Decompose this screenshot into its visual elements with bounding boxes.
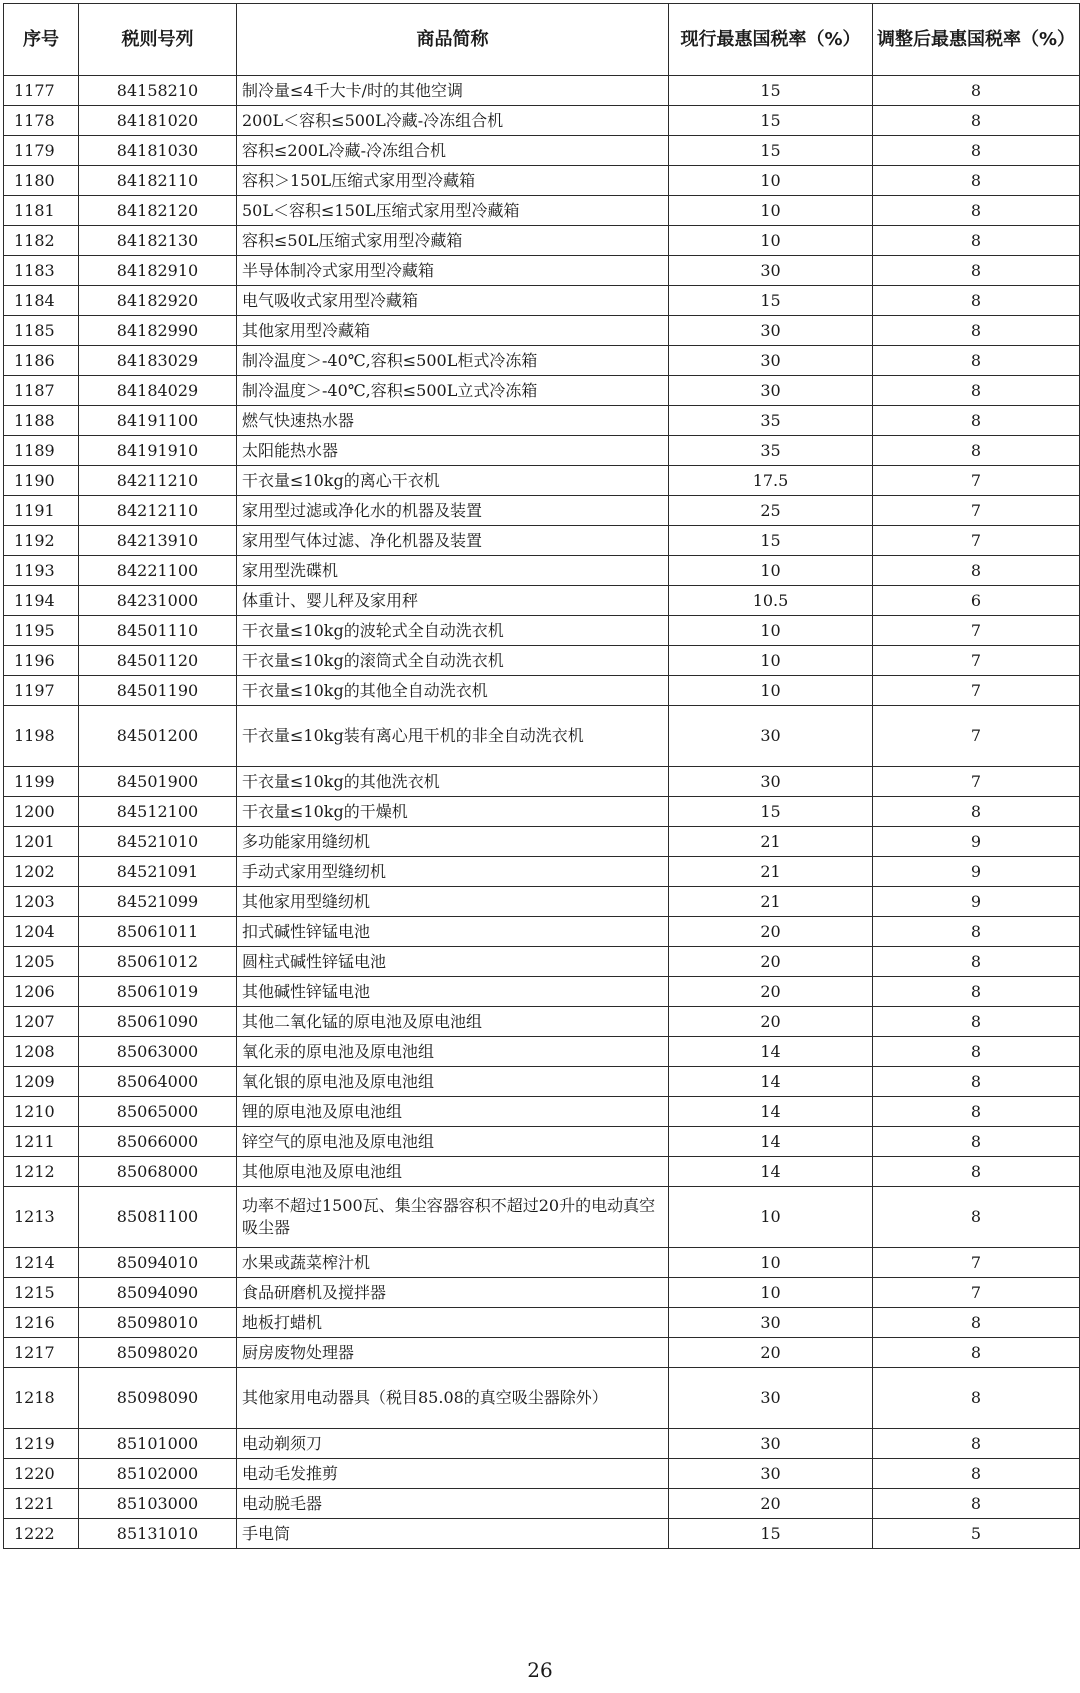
table-row xyxy=(4,406,1080,436)
cell-seq: 1195 xyxy=(4,616,79,646)
cell-seq: 1184 xyxy=(4,286,79,316)
cell-seq: 1218 xyxy=(4,1368,79,1429)
cell-tariff-code: 85061012 xyxy=(79,947,237,977)
cell-product-name: 容积≤50L压缩式家用型冷藏箱 xyxy=(237,226,669,256)
table-row xyxy=(4,857,1080,887)
cell-tariff-code: 85068000 xyxy=(79,1157,237,1187)
cell-tariff-code: 84211210 xyxy=(79,466,237,496)
cell-seq: 1177 xyxy=(4,76,79,106)
table-row xyxy=(4,556,1080,586)
table-row xyxy=(4,526,1080,556)
cell-current-rate: 15 xyxy=(669,526,873,556)
cell-product-name: 其他家用型冷藏箱 xyxy=(237,316,669,346)
cell-adjusted-rate: 8 xyxy=(873,1007,1080,1037)
cell-product-name: 制冷温度＞-40℃,容积≤500L立式冷冻箱 xyxy=(237,376,669,406)
cell-product-name: 水果或蔬菜榨汁机 xyxy=(237,1248,669,1278)
table-row xyxy=(4,947,1080,977)
cell-adjusted-rate: 8 xyxy=(873,1489,1080,1519)
cell-product-name: 圆柱式碱性锌锰电池 xyxy=(237,947,669,977)
cell-product-name: 干衣量≤10kg装有离心甩干机的非全自动洗衣机 xyxy=(237,706,669,767)
cell-seq: 1194 xyxy=(4,586,79,616)
cell-current-rate: 15 xyxy=(669,76,873,106)
cell-current-rate: 30 xyxy=(669,706,873,767)
cell-tariff-code: 84191910 xyxy=(79,436,237,466)
cell-product-name: 其他家用型缝纫机 xyxy=(237,887,669,917)
table-row xyxy=(4,887,1080,917)
table-row xyxy=(4,616,1080,646)
cell-product-name: 氧化汞的原电池及原电池组 xyxy=(237,1037,669,1067)
cell-seq: 1197 xyxy=(4,676,79,706)
cell-seq: 1199 xyxy=(4,767,79,797)
cell-product-name: 其他碱性锌锰电池 xyxy=(237,977,669,1007)
table-row xyxy=(4,136,1080,166)
cell-current-rate: 14 xyxy=(669,1037,873,1067)
cell-current-rate: 30 xyxy=(669,256,873,286)
cell-tariff-code: 84183029 xyxy=(79,346,237,376)
cell-current-rate: 20 xyxy=(669,1489,873,1519)
cell-seq: 1209 xyxy=(4,1067,79,1097)
cell-product-name: 家用型洗碟机 xyxy=(237,556,669,586)
table-row xyxy=(4,1278,1080,1308)
cell-tariff-code: 85061090 xyxy=(79,1007,237,1037)
cell-seq: 1193 xyxy=(4,556,79,586)
cell-seq: 1219 xyxy=(4,1429,79,1459)
cell-adjusted-rate: 8 xyxy=(873,977,1080,1007)
table-row xyxy=(4,76,1080,106)
page-number: 26 xyxy=(527,1658,553,1682)
table-row xyxy=(4,706,1080,767)
cell-seq: 1181 xyxy=(4,196,79,226)
cell-tariff-code: 85098090 xyxy=(79,1368,237,1429)
cell-adjusted-rate: 8 xyxy=(873,1429,1080,1459)
cell-seq: 1203 xyxy=(4,887,79,917)
cell-product-name: 200L＜容积≤500L冷藏-冷冻组合机 xyxy=(237,106,669,136)
cell-adjusted-rate: 8 xyxy=(873,166,1080,196)
table-row xyxy=(4,1338,1080,1368)
cell-tariff-code: 84182990 xyxy=(79,316,237,346)
cell-adjusted-rate: 8 xyxy=(873,286,1080,316)
cell-adjusted-rate: 8 xyxy=(873,106,1080,136)
cell-product-name: 干衣量≤10kg的其他洗衣机 xyxy=(237,767,669,797)
cell-seq: 1208 xyxy=(4,1037,79,1067)
cell-seq: 1189 xyxy=(4,436,79,466)
header-tariff-code: 税则号列 xyxy=(79,4,237,76)
cell-current-rate: 15 xyxy=(669,1519,873,1549)
cell-seq: 1212 xyxy=(4,1157,79,1187)
cell-product-name: 锂的原电池及原电池组 xyxy=(237,1097,669,1127)
cell-current-rate: 10 xyxy=(669,1248,873,1278)
header-row xyxy=(4,4,1080,76)
cell-seq: 1180 xyxy=(4,166,79,196)
header-product-name: 商品简称 xyxy=(237,4,669,76)
cell-seq: 1207 xyxy=(4,1007,79,1037)
cell-adjusted-rate: 8 xyxy=(873,1037,1080,1067)
cell-tariff-code: 85098010 xyxy=(79,1308,237,1338)
cell-product-name: 半导体制冷式家用型冷藏箱 xyxy=(237,256,669,286)
cell-current-rate: 14 xyxy=(669,1067,873,1097)
cell-tariff-code: 84182920 xyxy=(79,286,237,316)
cell-tariff-code: 84191100 xyxy=(79,406,237,436)
table-row xyxy=(4,1489,1080,1519)
cell-tariff-code: 84501190 xyxy=(79,676,237,706)
table-row xyxy=(4,196,1080,226)
table-row xyxy=(4,316,1080,346)
cell-current-rate: 20 xyxy=(669,977,873,1007)
cell-product-name: 家用型气体过滤、净化机器及装置 xyxy=(237,526,669,556)
cell-adjusted-rate: 8 xyxy=(873,76,1080,106)
cell-current-rate: 10 xyxy=(669,676,873,706)
table-row xyxy=(4,797,1080,827)
table-row xyxy=(4,1097,1080,1127)
cell-current-rate: 10 xyxy=(669,556,873,586)
cell-product-name: 50L＜容积≤150L压缩式家用型冷藏箱 xyxy=(237,196,669,226)
cell-product-name: 干衣量≤10kg的波轮式全自动洗衣机 xyxy=(237,616,669,646)
table-row xyxy=(4,1368,1080,1429)
cell-adjusted-rate: 8 xyxy=(873,346,1080,376)
cell-adjusted-rate: 8 xyxy=(873,917,1080,947)
cell-seq: 1186 xyxy=(4,346,79,376)
cell-current-rate: 20 xyxy=(669,1338,873,1368)
cell-tariff-code: 85081100 xyxy=(79,1187,237,1248)
cell-adjusted-rate: 7 xyxy=(873,767,1080,797)
cell-adjusted-rate: 8 xyxy=(873,1459,1080,1489)
table-row xyxy=(4,466,1080,496)
cell-adjusted-rate: 7 xyxy=(873,466,1080,496)
cell-product-name: 容积≤200L冷藏-冷冻组合机 xyxy=(237,136,669,166)
table-row xyxy=(4,346,1080,376)
cell-product-name: 制冷量≤4千大卡/时的其他空调 xyxy=(237,76,669,106)
cell-product-name: 制冷温度＞-40℃,容积≤500L柜式冷冻箱 xyxy=(237,346,669,376)
table-row xyxy=(4,1187,1080,1248)
cell-product-name: 其他二氧化锰的原电池及原电池组 xyxy=(237,1007,669,1037)
cell-tariff-code: 85101000 xyxy=(79,1429,237,1459)
cell-current-rate: 25 xyxy=(669,496,873,526)
cell-product-name: 电动剃须刀 xyxy=(237,1429,669,1459)
cell-product-name: 干衣量≤10kg的离心干衣机 xyxy=(237,466,669,496)
cell-current-rate: 14 xyxy=(669,1097,873,1127)
cell-adjusted-rate: 8 xyxy=(873,947,1080,977)
cell-adjusted-rate: 8 xyxy=(873,1097,1080,1127)
cell-seq: 1217 xyxy=(4,1338,79,1368)
cell-seq: 1200 xyxy=(4,797,79,827)
cell-current-rate: 10 xyxy=(669,196,873,226)
cell-seq: 1191 xyxy=(4,496,79,526)
cell-adjusted-rate: 8 xyxy=(873,226,1080,256)
cell-current-rate: 14 xyxy=(669,1157,873,1187)
table-row xyxy=(4,827,1080,857)
cell-seq: 1214 xyxy=(4,1248,79,1278)
cell-product-name: 容积＞150L压缩式家用型冷藏箱 xyxy=(237,166,669,196)
cell-product-name: 电动毛发推剪 xyxy=(237,1459,669,1489)
cell-adjusted-rate: 7 xyxy=(873,646,1080,676)
cell-current-rate: 21 xyxy=(669,887,873,917)
cell-tariff-code: 84501120 xyxy=(79,646,237,676)
cell-seq: 1179 xyxy=(4,136,79,166)
cell-adjusted-rate: 8 xyxy=(873,1368,1080,1429)
cell-adjusted-rate: 9 xyxy=(873,857,1080,887)
cell-tariff-code: 84521099 xyxy=(79,887,237,917)
cell-tariff-code: 85103000 xyxy=(79,1489,237,1519)
cell-product-name: 干衣量≤10kg的滚筒式全自动洗衣机 xyxy=(237,646,669,676)
table-row xyxy=(4,767,1080,797)
cell-current-rate: 10 xyxy=(669,1187,873,1248)
cell-seq: 1178 xyxy=(4,106,79,136)
cell-current-rate: 10 xyxy=(669,616,873,646)
table-row xyxy=(4,226,1080,256)
cell-tariff-code: 84182120 xyxy=(79,196,237,226)
table-row xyxy=(4,676,1080,706)
cell-current-rate: 30 xyxy=(669,346,873,376)
cell-adjusted-rate: 8 xyxy=(873,196,1080,226)
cell-product-name: 燃气快速热水器 xyxy=(237,406,669,436)
cell-tariff-code: 85061011 xyxy=(79,917,237,947)
cell-tariff-code: 84501200 xyxy=(79,706,237,767)
cell-seq: 1215 xyxy=(4,1278,79,1308)
cell-product-name: 干衣量≤10kg的干燥机 xyxy=(237,797,669,827)
table-row xyxy=(4,166,1080,196)
cell-product-name: 多功能家用缝纫机 xyxy=(237,827,669,857)
cell-adjusted-rate: 8 xyxy=(873,1187,1080,1248)
cell-current-rate: 10 xyxy=(669,166,873,196)
table-row xyxy=(4,376,1080,406)
cell-adjusted-rate: 8 xyxy=(873,1308,1080,1338)
cell-current-rate: 20 xyxy=(669,1007,873,1037)
cell-product-name: 电动脱毛器 xyxy=(237,1489,669,1519)
cell-tariff-code: 84182110 xyxy=(79,166,237,196)
cell-tariff-code: 84501110 xyxy=(79,616,237,646)
cell-product-name: 家用型过滤或净化水的机器及装置 xyxy=(237,496,669,526)
cell-product-name: 功率不超过1500瓦、集尘容器容积不超过20升的电动真空吸尘器 xyxy=(237,1187,669,1248)
cell-tariff-code: 84231000 xyxy=(79,586,237,616)
tariff-table xyxy=(3,3,1080,1549)
cell-adjusted-rate: 7 xyxy=(873,1248,1080,1278)
table-row xyxy=(4,496,1080,526)
cell-current-rate: 30 xyxy=(669,1429,873,1459)
cell-product-name: 厨房废物处理器 xyxy=(237,1338,669,1368)
cell-tariff-code: 85102000 xyxy=(79,1459,237,1489)
cell-current-rate: 30 xyxy=(669,316,873,346)
cell-adjusted-rate: 8 xyxy=(873,436,1080,466)
cell-product-name: 扣式碱性锌锰电池 xyxy=(237,917,669,947)
cell-seq: 1213 xyxy=(4,1187,79,1248)
cell-current-rate: 15 xyxy=(669,136,873,166)
cell-tariff-code: 84213910 xyxy=(79,526,237,556)
cell-current-rate: 15 xyxy=(669,797,873,827)
table-row xyxy=(4,256,1080,286)
cell-current-rate: 30 xyxy=(669,1308,873,1338)
cell-tariff-code: 85094090 xyxy=(79,1278,237,1308)
cell-seq: 1201 xyxy=(4,827,79,857)
cell-seq: 1190 xyxy=(4,466,79,496)
cell-current-rate: 21 xyxy=(669,827,873,857)
cell-seq: 1187 xyxy=(4,376,79,406)
table-row xyxy=(4,586,1080,616)
cell-product-name: 地板打蜡机 xyxy=(237,1308,669,1338)
cell-tariff-code: 84182130 xyxy=(79,226,237,256)
cell-adjusted-rate: 8 xyxy=(873,797,1080,827)
table-row xyxy=(4,1067,1080,1097)
cell-current-rate: 35 xyxy=(669,436,873,466)
header-current-rate: 现行最惠国税率（%） xyxy=(669,4,873,76)
cell-product-name: 其他原电池及原电池组 xyxy=(237,1157,669,1187)
cell-product-name: 手动式家用型缝纫机 xyxy=(237,857,669,887)
cell-seq: 1205 xyxy=(4,947,79,977)
cell-adjusted-rate: 8 xyxy=(873,1067,1080,1097)
cell-product-name: 干衣量≤10kg的其他全自动洗衣机 xyxy=(237,676,669,706)
table-row xyxy=(4,286,1080,316)
cell-seq: 1216 xyxy=(4,1308,79,1338)
cell-seq: 1188 xyxy=(4,406,79,436)
cell-adjusted-rate: 8 xyxy=(873,256,1080,286)
cell-current-rate: 20 xyxy=(669,947,873,977)
table-row xyxy=(4,1248,1080,1278)
table-row xyxy=(4,436,1080,466)
header-seq: 序号 xyxy=(4,4,79,76)
cell-current-rate: 17.5 xyxy=(669,466,873,496)
cell-current-rate: 20 xyxy=(669,917,873,947)
cell-tariff-code: 84221100 xyxy=(79,556,237,586)
cell-product-name: 手电筒 xyxy=(237,1519,669,1549)
cell-current-rate: 10 xyxy=(669,646,873,676)
table-row xyxy=(4,1127,1080,1157)
cell-seq: 1182 xyxy=(4,226,79,256)
cell-current-rate: 15 xyxy=(669,106,873,136)
cell-tariff-code: 85131010 xyxy=(79,1519,237,1549)
cell-adjusted-rate: 5 xyxy=(873,1519,1080,1549)
cell-adjusted-rate: 8 xyxy=(873,1127,1080,1157)
cell-tariff-code: 85063000 xyxy=(79,1037,237,1067)
cell-product-name: 锌空气的原电池及原电池组 xyxy=(237,1127,669,1157)
table-row xyxy=(4,917,1080,947)
cell-seq: 1222 xyxy=(4,1519,79,1549)
table-row xyxy=(4,1157,1080,1187)
cell-tariff-code: 85064000 xyxy=(79,1067,237,1097)
cell-seq: 1211 xyxy=(4,1127,79,1157)
cell-tariff-code: 84501900 xyxy=(79,767,237,797)
cell-seq: 1196 xyxy=(4,646,79,676)
cell-current-rate: 30 xyxy=(669,376,873,406)
cell-adjusted-rate: 8 xyxy=(873,136,1080,166)
cell-tariff-code: 84512100 xyxy=(79,797,237,827)
cell-seq: 1192 xyxy=(4,526,79,556)
cell-tariff-code: 84521010 xyxy=(79,827,237,857)
cell-adjusted-rate: 6 xyxy=(873,586,1080,616)
table-row xyxy=(4,1007,1080,1037)
cell-tariff-code: 85094010 xyxy=(79,1248,237,1278)
cell-adjusted-rate: 8 xyxy=(873,1157,1080,1187)
cell-adjusted-rate: 9 xyxy=(873,827,1080,857)
cell-tariff-code: 84521091 xyxy=(79,857,237,887)
cell-tariff-code: 85065000 xyxy=(79,1097,237,1127)
table-row xyxy=(4,977,1080,1007)
header-adjusted-rate: 调整后最惠国税率（%） xyxy=(873,4,1080,76)
cell-seq: 1221 xyxy=(4,1489,79,1519)
cell-adjusted-rate: 7 xyxy=(873,1278,1080,1308)
cell-tariff-code: 85098020 xyxy=(79,1338,237,1368)
cell-seq: 1198 xyxy=(4,706,79,767)
table-row xyxy=(4,1459,1080,1489)
cell-current-rate: 30 xyxy=(669,1459,873,1489)
cell-tariff-code: 84182910 xyxy=(79,256,237,286)
cell-seq: 1206 xyxy=(4,977,79,1007)
cell-adjusted-rate: 8 xyxy=(873,376,1080,406)
table-row xyxy=(4,1037,1080,1067)
cell-seq: 1185 xyxy=(4,316,79,346)
cell-product-name: 氧化银的原电池及原电池组 xyxy=(237,1067,669,1097)
cell-tariff-code: 84181020 xyxy=(79,106,237,136)
cell-seq: 1202 xyxy=(4,857,79,887)
cell-current-rate: 15 xyxy=(669,286,873,316)
cell-seq: 1220 xyxy=(4,1459,79,1489)
cell-current-rate: 14 xyxy=(669,1127,873,1157)
table-row xyxy=(4,646,1080,676)
cell-adjusted-rate: 8 xyxy=(873,556,1080,586)
cell-tariff-code: 84158210 xyxy=(79,76,237,106)
cell-current-rate: 10.5 xyxy=(669,586,873,616)
cell-product-name: 其他家用电动器具（税目85.08的真空吸尘器除外） xyxy=(237,1368,669,1429)
cell-current-rate: 21 xyxy=(669,857,873,887)
cell-adjusted-rate: 9 xyxy=(873,887,1080,917)
table-body xyxy=(4,76,1080,1549)
cell-current-rate: 10 xyxy=(669,1278,873,1308)
cell-tariff-code: 84184029 xyxy=(79,376,237,406)
cell-adjusted-rate: 8 xyxy=(873,1338,1080,1368)
cell-tariff-code: 85066000 xyxy=(79,1127,237,1157)
cell-current-rate: 30 xyxy=(669,767,873,797)
cell-current-rate: 10 xyxy=(669,226,873,256)
cell-adjusted-rate: 7 xyxy=(873,496,1080,526)
cell-seq: 1183 xyxy=(4,256,79,286)
cell-tariff-code: 84212110 xyxy=(79,496,237,526)
cell-product-name: 电气吸收式家用型冷藏箱 xyxy=(237,286,669,316)
cell-adjusted-rate: 7 xyxy=(873,676,1080,706)
cell-adjusted-rate: 8 xyxy=(873,316,1080,346)
cell-adjusted-rate: 7 xyxy=(873,616,1080,646)
table-row xyxy=(4,1429,1080,1459)
cell-product-name: 体重计、婴儿秤及家用秤 xyxy=(237,586,669,616)
cell-seq: 1210 xyxy=(4,1097,79,1127)
table-row xyxy=(4,1308,1080,1338)
table-row xyxy=(4,106,1080,136)
table-row xyxy=(4,1519,1080,1549)
cell-product-name: 太阳能热水器 xyxy=(237,436,669,466)
cell-adjusted-rate: 7 xyxy=(873,526,1080,556)
cell-seq: 1204 xyxy=(4,917,79,947)
cell-adjusted-rate: 8 xyxy=(873,406,1080,436)
cell-current-rate: 30 xyxy=(669,1368,873,1429)
cell-current-rate: 35 xyxy=(669,406,873,436)
cell-product-name: 食品研磨机及搅拌器 xyxy=(237,1278,669,1308)
cell-tariff-code: 84181030 xyxy=(79,136,237,166)
cell-adjusted-rate: 7 xyxy=(873,706,1080,767)
cell-tariff-code: 85061019 xyxy=(79,977,237,1007)
